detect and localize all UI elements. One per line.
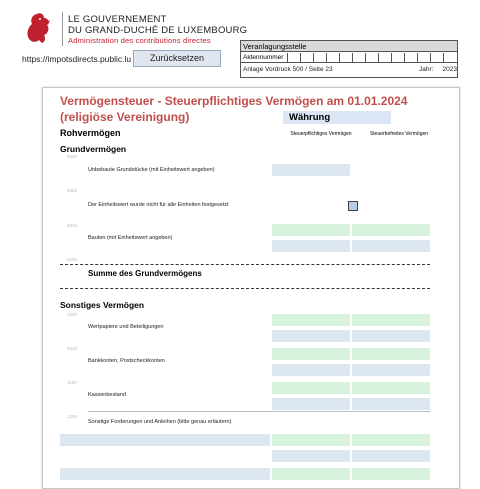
input-field[interactable] — [272, 240, 350, 252]
aktennummer-cell[interactable] — [300, 53, 313, 63]
row-code: 2001 — [67, 188, 78, 193]
input-field[interactable] — [272, 450, 350, 462]
header-divider — [62, 12, 63, 46]
input-field[interactable] — [352, 240, 430, 252]
input-field[interactable] — [272, 348, 350, 360]
input-field[interactable] — [352, 468, 430, 480]
row-label: Der Einheitswert wurde nicht für alle Einheiten festgesetzt — [88, 202, 229, 208]
veranlagung-title: Veranlagungsstelle — [241, 41, 457, 52]
jahr-label: Jahr: — [419, 66, 434, 73]
input-field[interactable] — [272, 382, 350, 394]
aktennummer-cell[interactable] — [326, 53, 339, 63]
aktennummer-cell[interactable] — [313, 53, 326, 63]
einheitswert-checkbox[interactable] — [348, 201, 358, 211]
form-subtitle: (religiöse Vereinigung) — [60, 110, 190, 124]
row-code: 2010 — [67, 346, 78, 351]
row-label: Sonstige Forderungen und Anleihen (bitte genau erläutern) — [88, 419, 232, 425]
input-field[interactable] — [272, 468, 350, 480]
section-grundvermoegen: Grundvermögen — [60, 144, 127, 154]
aktennummer-cell[interactable] — [404, 53, 417, 63]
aktennummer-label: Aktennummer — [243, 54, 284, 61]
input-field[interactable] — [352, 450, 430, 462]
luxembourg-lion-icon — [22, 10, 54, 46]
veranlagung-box — [240, 40, 458, 78]
input-field[interactable] — [352, 382, 430, 394]
input-field[interactable] — [352, 330, 430, 342]
input-field[interactable] — [352, 224, 430, 236]
jahr-value: 2023 — [442, 66, 457, 73]
row-code: 2010 — [67, 223, 78, 228]
aktennummer-cell[interactable] — [417, 53, 430, 63]
input-field[interactable] — [272, 164, 350, 176]
input-field[interactable] — [272, 330, 350, 342]
administration-name: Administration des contributions directes — [68, 36, 211, 45]
input-field[interactable] — [352, 314, 430, 326]
currency-field[interactable]: Währung — [283, 111, 391, 124]
row-code: 1100 — [67, 380, 77, 385]
aktennummer-cell[interactable] — [339, 53, 352, 63]
row-label: Bankkonten, Postscheckkonten — [88, 358, 165, 364]
row-label: Unbebaute Grundstücke (mit Einheitswert angeben) — [88, 167, 215, 173]
row-code: 1000 — [67, 312, 78, 317]
gov-name-line1: LE GOUVERNEMENT — [68, 14, 167, 25]
row-label: Bauten (mit Einheitswert angeben) — [88, 235, 173, 241]
description-field[interactable] — [60, 468, 270, 480]
row-code: 2100 — [67, 257, 78, 262]
input-field[interactable] — [272, 434, 350, 446]
description-field[interactable] — [60, 434, 270, 446]
reset-button[interactable]: Zurücksetzen — [133, 50, 221, 67]
jahr-field — [419, 66, 457, 73]
input-field[interactable] — [352, 434, 430, 446]
input-field[interactable] — [352, 364, 430, 376]
row-code: 1200 — [67, 414, 78, 419]
aktennummer-cell[interactable] — [430, 53, 443, 63]
aktennummer-cell[interactable] — [352, 53, 365, 63]
input-field[interactable] — [352, 348, 430, 360]
column-header-taxable: Steuerpflichtiges Vermögen — [290, 131, 352, 137]
summe-grundvermoegen: Summe des Grundvermögens — [88, 269, 202, 278]
aktennummer-field[interactable] — [241, 53, 457, 63]
section-rohvermoegen: Rohvermögen — [60, 128, 121, 138]
aktennummer-cell[interactable] — [287, 53, 300, 63]
aktennummer-cell[interactable] — [365, 53, 378, 63]
aktennummer-cell[interactable] — [391, 53, 404, 63]
input-field[interactable] — [272, 314, 350, 326]
site-url[interactable]: https://impotsdirects.public.lu — [22, 54, 132, 64]
input-field[interactable] — [272, 398, 350, 410]
aktennummer-cell[interactable] — [378, 53, 391, 63]
row-label: Kassenbestand — [88, 392, 126, 398]
row-label: Wertpapiere und Beteiligungen — [88, 324, 164, 330]
column-header-exempt: Steuerbefreites Vermögen — [369, 131, 429, 137]
input-field[interactable] — [272, 224, 350, 236]
anlage-label: Anlage Vordruck 500 / Seite 23 — [243, 66, 333, 73]
form-title: Vermögensteuer - Steuerpflichtiges Vermögen am 01.01.2024 — [60, 94, 408, 108]
row-code: 2000 — [67, 154, 78, 159]
aktennummer-cell[interactable] — [443, 53, 456, 63]
section-sonstiges-vermoegen: Sonstiges Vermögen — [60, 300, 145, 310]
input-field[interactable] — [352, 398, 430, 410]
divider — [60, 288, 430, 289]
divider — [88, 411, 430, 412]
gov-name-line2: DU GRAND-DUCHÉ DE LUXEMBOURG — [68, 25, 248, 36]
divider — [60, 264, 430, 265]
form-panel — [42, 87, 460, 489]
input-field[interactable] — [272, 364, 350, 376]
